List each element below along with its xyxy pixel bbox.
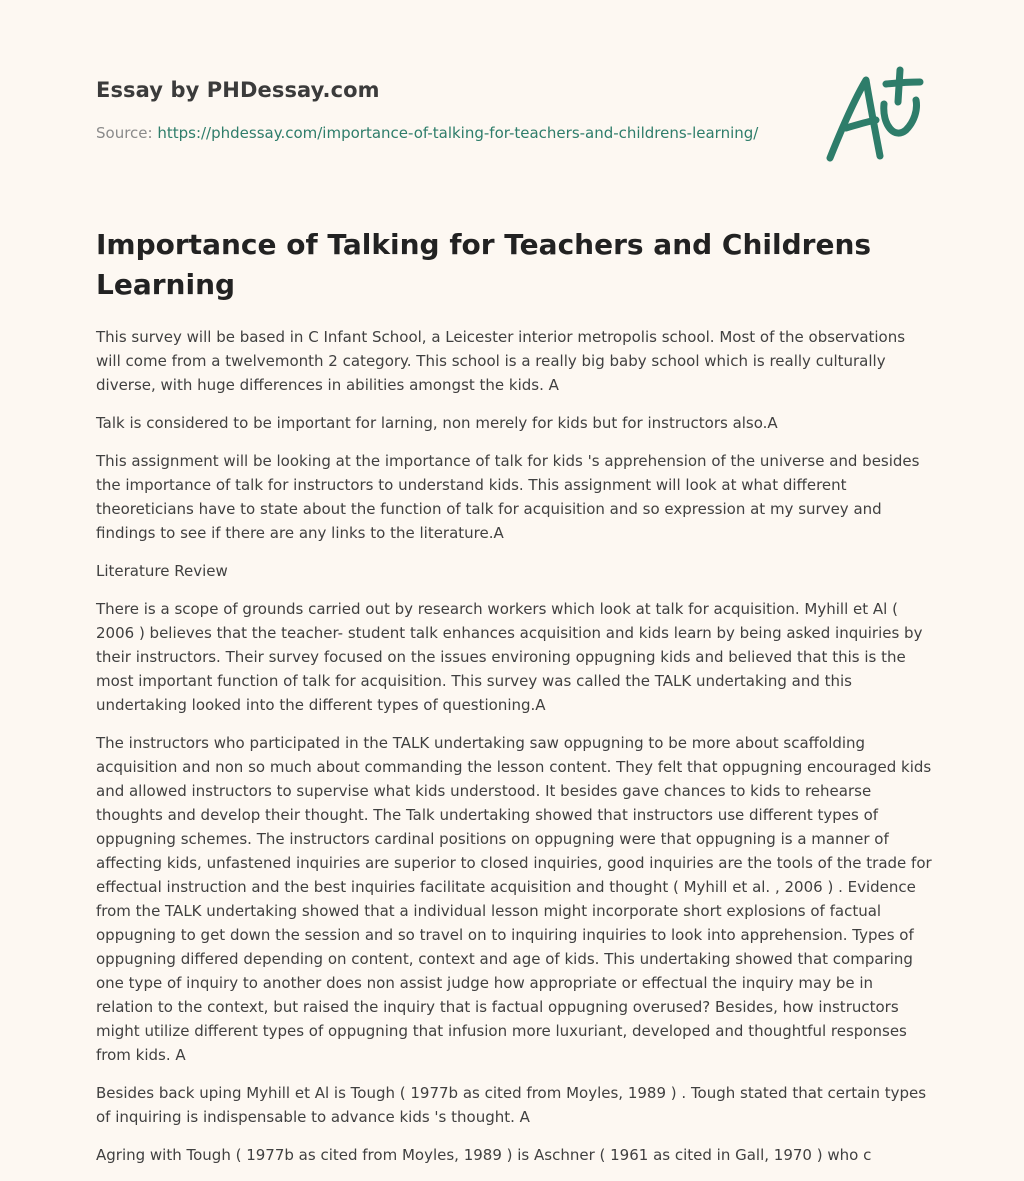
paragraph: Agring with Tough ( 1977b as cited from Moyles, 1989 ) is Aschner ( 1961 as cited in Gall, 1970 ) who c	[96, 1146, 872, 1164]
source-label: Source:	[96, 124, 158, 142]
source-line	[96, 124, 758, 142]
source-link[interactable]: https://phdessay.com/importance-of-talking-for-teachers-and-childrens-learning/	[157, 124, 759, 142]
paragraph: Talk is considered to be important for larning, non merely for kids but for instructors also.A	[96, 414, 778, 432]
essay-body	[96, 325, 932, 1181]
paragraph: Besides back uping Myhill et Al is Tough ( 1977b as cited from Moyles, 1989 ) . Tough stated that certain types of inquiring is indispensable to advance kids 's thought. A	[96, 1084, 927, 1126]
paragraph: This survey will be based in C Infant School, a Leicester interior metropolis school. Most of the observations will come from a twelvemonth 2 category. This school is a really big baby school which is really culturally diverse, with huge differences in abilities amongst the kids. A	[96, 328, 906, 394]
site-title: Essay by PHDessay.com	[96, 78, 380, 102]
a-plus-logo-icon	[824, 64, 928, 168]
paragraph: The instructors who participated in the TALK undertaking saw oppugning to be more about scaffolding acquisition and non so much about commanding the lesson content. They felt that oppugning encouraged kids and allowed instructors to supervise what kids understood. It besides gave chances to kids to rehearse thoughts and develop their thought. The Talk undertaking showed that instructors use different types of oppugning schemes. The instructors cardinal positions on oppugning were that oppugning is a manner of affecting kids, unfastened inquiries are superior to closed inquiries, good inquiries are the tools of the trade for effectual instruction and the best inquiries facilitate acquisition and thought ( Myhill et al. , 2006 ) . Evidence from the TALK undertaking showed that a individual lesson might incorporate short explosions of factual oppugning to get down the session and so travel on to inquiring inquiries to look into apprehension. Types of oppugning differed depending on content, context and age of kids. This undertaking showed that comparing one type of inquiry to another does non assist judge how appropriate or effectual the inquiry may be in relation to the context, but raised the inquiry that is factual oppugning overused? Besides, how instructors might utilize different types of oppugning that infusion more luxuriant, developed and thoughtful responses from kids. A	[96, 734, 932, 1064]
section-heading: Literature Review	[96, 562, 228, 580]
paragraph: This assignment will be looking at the importance of talk for kids 's apprehension of the universe and besides the importance of talk for instructors to understand kids. This assignment will look at what different theoreticians have to state about the function of talk for acquisition and so expression at my survey and findings to see if there are any links to the literature.A	[96, 452, 920, 542]
paragraph: There is a scope of grounds carried out by research workers which look at talk for acquisition. Myhill et Al ( 2006 ) believes that the teacher- student talk enhances acquisition and kids learn by being asked inquiries by their instructors. Their survey focused on the issues environing oppugning kids and believed that this is the most important function of talk for acquisition. This survey was called the TALK undertaking and this undertaking looked into the different types of questioning.A	[96, 600, 923, 714]
essay-title: Importance of Talking for Teachers and Childrens Learning	[96, 228, 872, 301]
